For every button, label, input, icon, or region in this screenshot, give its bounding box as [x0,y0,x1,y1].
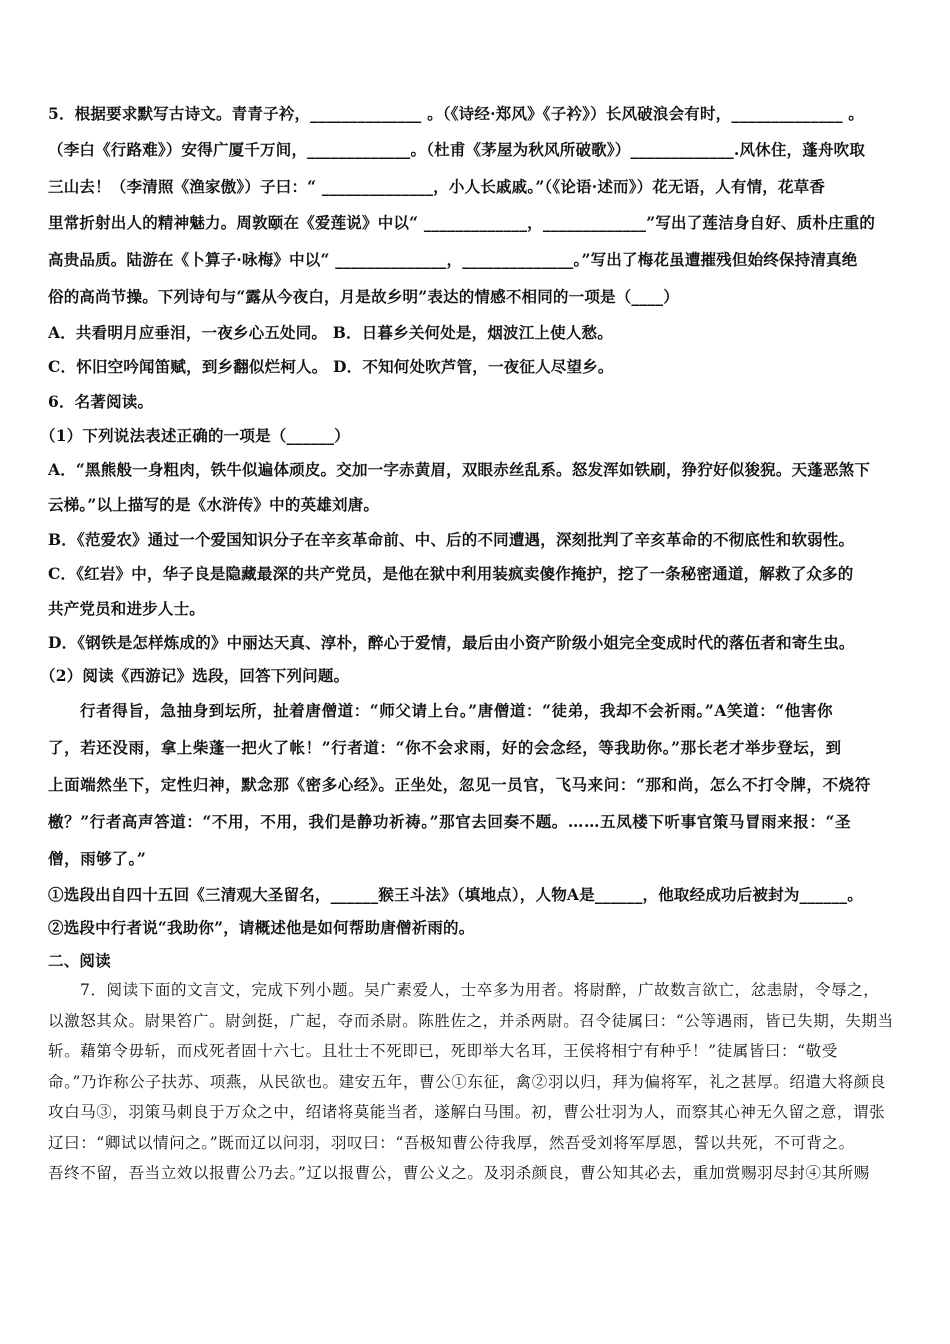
q6-option-c-1: C．《红岩》中，华子良是隐藏最深的共产党员，是他在狱中利用装疯卖傻作掩护，挖了一条秘密通道，解救了众多的 [48,564,854,583]
q6-part2-title: （2）阅读《西游记》选段，回答下列问题。 [40,666,350,685]
q6-part1-title: （1）下列说法表述正确的一项是（______） [40,426,350,445]
q7-line-5: 攻白马③，羽策马刺良于万众之中，绍诸将莫能当者，遂解白马围。初，曹公壮羽为人，而察其心神无久留之意，谓张 [48,1103,886,1121]
q6-option-a-1: A．“黑熊般一身粗肉，铁牛似遍体顽皮。交加一字赤黄眉，双眼赤丝乱系。怒发浑如铁刷，狰狞好似狻猊。天蓬恶煞下 [48,460,871,479]
passage-line-2: 了，若还没雨，拿上柴蓬一把火了帐！”行者道：“你不会求雨，好的会念经，等我助你。”那长老才举步登坛，到 [48,738,842,757]
passage-line-5: 僧，雨够了。” [48,849,147,868]
q5-option-ab: A．共看明月应垂泪，一夜乡心五处同。 B．日暮乡关何处是，烟波江上使人愁。 [48,323,613,342]
q7-line-7: 吾终不留，吾当立效以报曹公乃去。”辽以报曹公，曹公义之。及羽杀颜良，曹公知其必去，重加赏赐羽尽封④其所赐 [48,1164,870,1182]
q7-line-1: 7．阅读下面的文言文，完成下列小题。吴广素爱人，士卒多为用者。将尉醉，广故数言欲亡，忿恚尉，令辱之， [80,981,880,999]
q7-line-3: 斩。藉第令毋斩，而戍死者固十六七。且壮士不死即已，死即举大名耳，王侯将相宁有种乎！”徒属皆曰：“敬受 [48,1042,838,1060]
passage-line-4: 檄？”行者高声答道：“不用，不用，我们是静功祈祷。”那官去回奏不题。……五凤楼下听事官策马冒雨来报：“圣 [48,812,852,831]
q7-line-4: 命。”乃诈称公子扶苏、项燕，从民欲也。建安五年，曹公①东征，禽②羽以归，拜为偏将军，礼之甚厚。绍遣大将颜良 [48,1073,886,1091]
q7-line-6: 辽曰：“卿试以情问之。”既而辽以问羽，羽叹曰：“吾极知曹公待我厚，然吾受刘将军厚恩，誓以共死，不可背之。 [48,1134,855,1152]
q6-question-2: ②选段中行者说“我助你”，请概述他是如何帮助唐僧祈雨的。 [48,918,475,937]
q6-option-a-2: 云梯。”以上描写的是《水浒传》中的英雄刘唐。 [48,495,380,514]
q6-option-b: B．《范爱农》通过一个爱国知识分子在辛亥革命前、中、后的不同遭遇，深刻批判了辛亥革命的不彻底性和软弱性。 [48,530,855,549]
passage-line-3: 上面端然坐下，定性归神，默念那《密多心经》。正坐处，忽见一员官，飞马来问：“那和尚，怎么不打令牌，不烧符 [48,775,871,794]
q6-option-c-2: 共产党员和进步人士。 [48,599,206,618]
q7-line-2: 以激怒其众。尉果笞广。尉剑挺，广起，夺而杀尉。陈胜佐之，并杀两尉。召令徒属曰：“公等遇雨，皆已失期，失期当 [48,1012,894,1030]
q5-line-3: 三山去！（李清照《渔家傲》）子曰：“ ______________，小人长戚戚。”（《论语·述而》）花无语，人有情，花草香 [48,177,826,196]
q6-question-1: ①选段出自四十五回《三清观大圣留名，______猴王斗法》（填地点），人物A是______，他取经成功后被封为______。 [48,885,863,904]
q5-line-1: 5．根据要求默写古诗文。青青子衿，______________ 。（《诗经·郑风》《子衿》）长风破浪会有时，______________ 。 [48,104,864,123]
section2-title: 二、阅读 [48,951,111,970]
q6-option-d: D．《钢铁是怎样炼成的》中丽达天真、淳朴，醉心于爱情，最后由小资产阶级小姐完全变成时代的落伍者和寄生虫。 [48,633,855,652]
q5-line-6: 俗的高尚节操。下列诗句与“露从今夜白，月是故乡明”表达的情感不相同的一项是（____） [48,287,679,306]
q5-option-cd: C．怀旧空吟闻笛赋，到乡翻似烂柯人。 D．不知何处吹芦管，一夜征人尽望乡。 [48,357,614,376]
q5-line-5: 高贵品质。陆游在《卜算子·咏梅》中以“ ______________，______________。”写出了梅花虽遭摧残但始终保持清真绝 [48,250,858,269]
q6-title: 6．名著阅读。 [48,392,154,411]
q5-line-4: 里常折射出人的精神魅力。周敦颐在《爱莲说》中以“ _____________，_____________”写出了莲洁身自好、质朴庄重的 [48,213,876,232]
passage-line-1: 行者得旨，急抽身到坛所，扯着唐僧道：“师父请上台。”唐僧道：“徒弟，我却不会祈雨。”A笑道：“他害你 [80,701,834,720]
q5-line-2: （李白《行路难》）安得广厦千万间，_____________。（杜甫《茅屋为秋风所破歌》）_____________.风休住，蓬舟吹取 [48,140,866,159]
